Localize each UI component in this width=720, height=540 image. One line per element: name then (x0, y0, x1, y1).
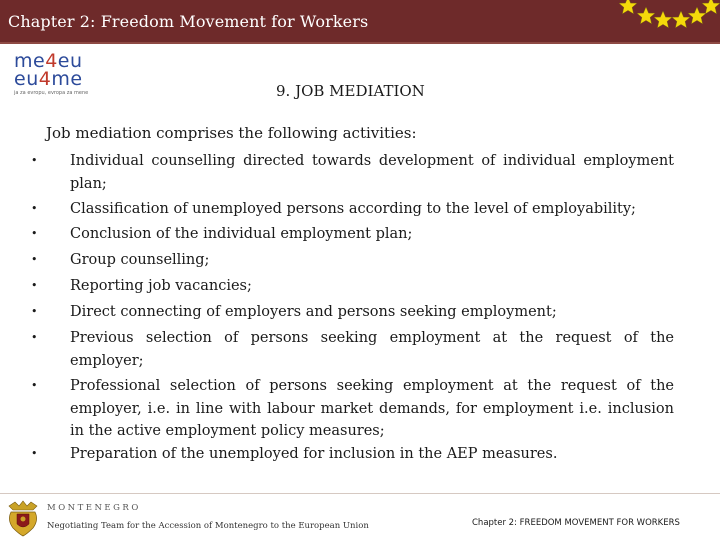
footer-brand: MONTENEGRO (47, 503, 141, 513)
footer-divider (0, 493, 720, 494)
header-bar (0, 0, 720, 44)
chapter-title: Chapter 2: Freedom Movement for Workers (8, 12, 369, 31)
footer-team-name: Negotiating Team for the Accession of Montenegro to the European Union (47, 521, 369, 531)
logo-tagline: ja za evropu, evropa za mene (14, 90, 89, 96)
footer-chapter: Chapter 2: FREEDOM MOVEMENT FOR WORKERS (472, 518, 680, 528)
slide-heading: 9. JOB MEDIATION (276, 82, 425, 100)
me4eu-logo: me4eu eu4me ja za evropu, evropa za mene (14, 52, 114, 100)
coat-of-arms-icon (5, 500, 41, 538)
intro-text: Job mediation comprises the following activities: (46, 124, 417, 142)
